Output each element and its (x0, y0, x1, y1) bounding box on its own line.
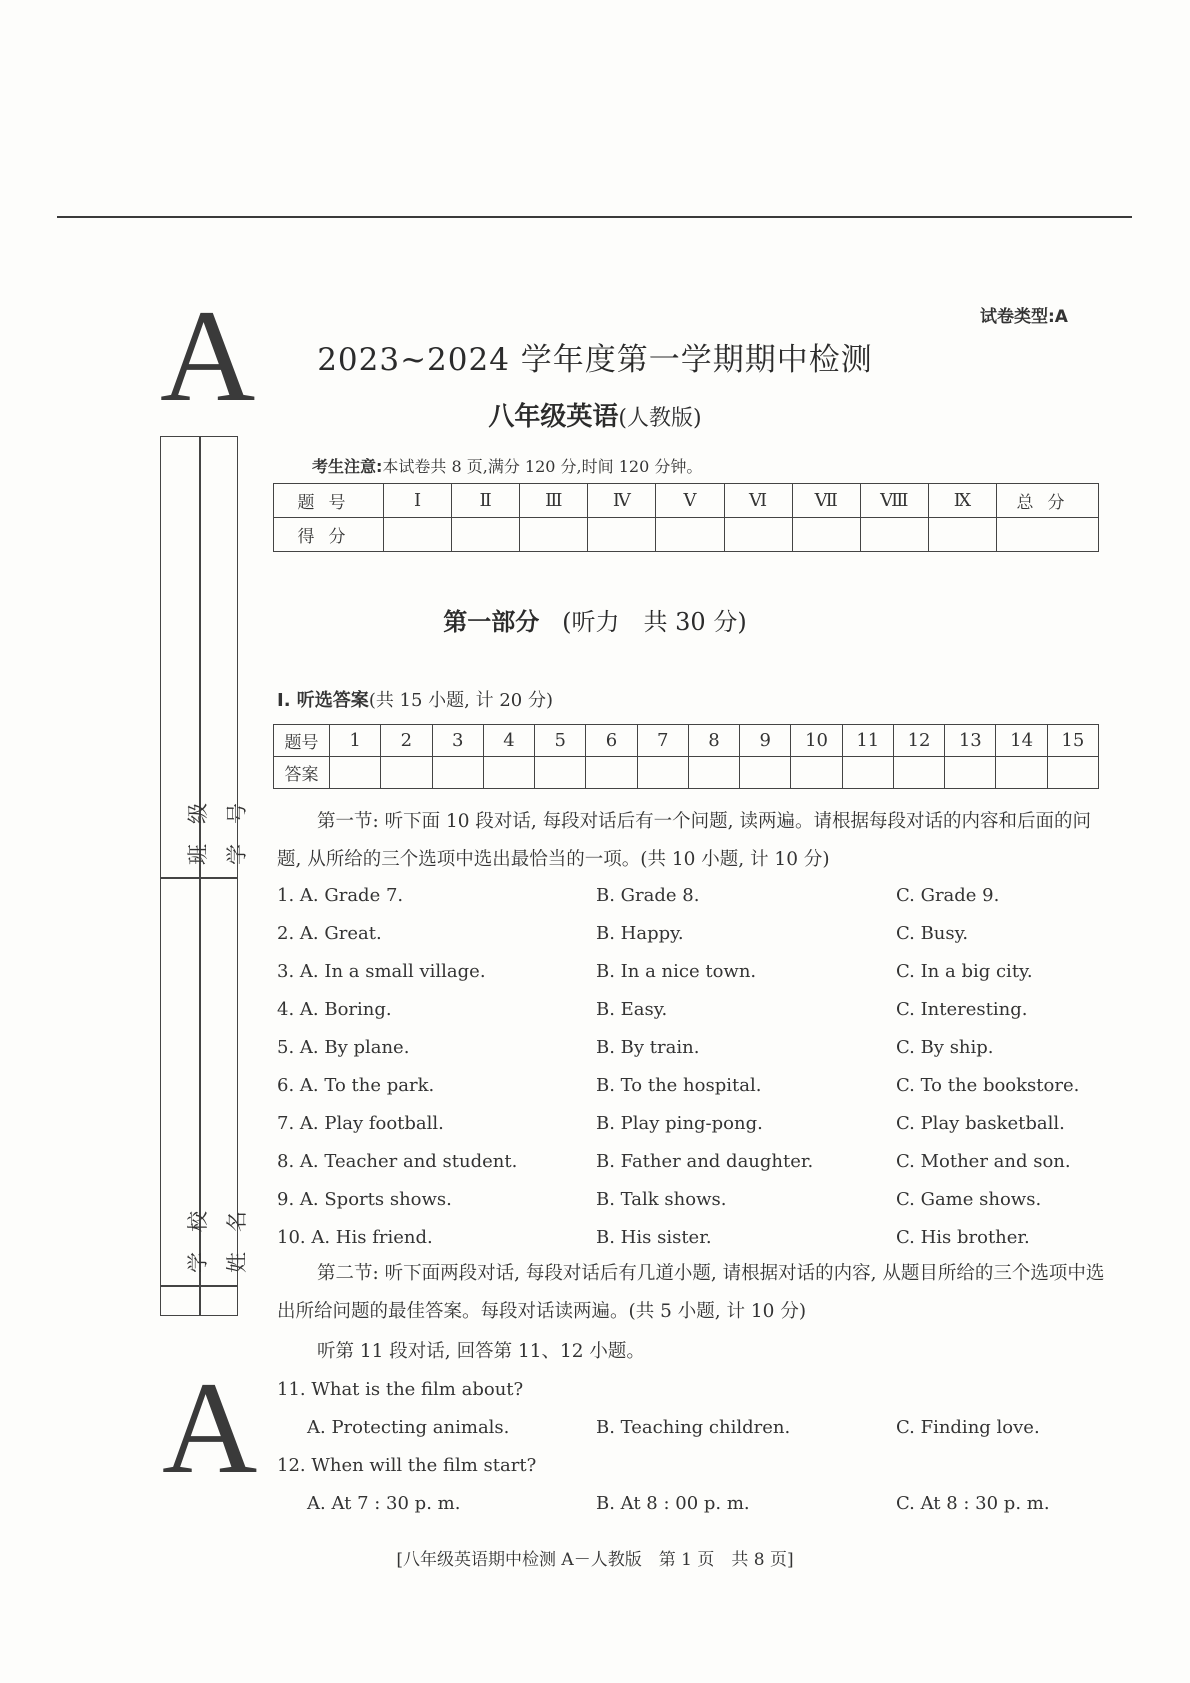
answer-header-cell: 15 (1047, 725, 1098, 757)
answer-header-cell: 8 (688, 725, 739, 757)
answer-table (273, 724, 1099, 789)
top-rule (57, 216, 1132, 218)
sidebar-divider (161, 1285, 237, 1287)
answer-cell[interactable] (791, 757, 842, 789)
sidebar-divider (199, 437, 201, 1315)
question-12-option-a: A. At 7 : 30 p. m. (307, 1493, 461, 1514)
question-7-option-b: B. Play ping-pong. (596, 1113, 763, 1134)
question-6-option-b: B. To the hospital. (596, 1075, 762, 1096)
answer-cell[interactable] (893, 757, 944, 789)
score-header-cell: Ⅳ (588, 484, 656, 518)
answer-header-cell: 12 (893, 725, 944, 757)
answer-header-cell: 2 (381, 725, 432, 757)
class-label: 班级 (186, 783, 210, 865)
answer-cell[interactable] (1047, 757, 1098, 789)
answer-header-cell: 6 (586, 725, 637, 757)
answer-cell[interactable] (381, 757, 432, 789)
question-3-option-c: C. In a big city. (896, 961, 1033, 982)
question-1-option-c: C. Grade 9. (896, 885, 1000, 906)
question-8-option-b: B. Father and daughter. (596, 1151, 814, 1172)
score-cell[interactable] (588, 518, 656, 552)
question-5-option-b: B. By train. (596, 1037, 700, 1058)
score-cell[interactable] (520, 518, 588, 552)
score-cell[interactable] (860, 518, 928, 552)
answer-cell[interactable] (586, 757, 637, 789)
answer-header-cell: 3 (432, 725, 483, 757)
score-header-cell: Ⅶ (792, 484, 860, 518)
score-table (273, 483, 1099, 552)
score-table-score-row (274, 518, 1099, 552)
question-11-option-a: A. Protecting animals. (307, 1417, 510, 1438)
answer-row-label: 答案 (274, 757, 330, 789)
question-12-option-c: C. At 8 : 30 p. m. (896, 1493, 1050, 1514)
question-4-option-c: C. Interesting. (896, 999, 1028, 1020)
question-5-option-c: C. By ship. (896, 1037, 994, 1058)
question-3-option-b: B. In a nice town. (596, 961, 757, 982)
part1-section2-instructions: 第二节: 听下面两段对话, 每段对话后有几道小题, 请根据对话的内容, 从题目所给的三个选项中选出所给问题的最佳答案。每段对话读两遍。(共 5 小题, 计 10 分) (277, 1263, 1105, 1322)
paper-type: 试卷类型:A (980, 307, 1068, 327)
question-7-option-a: 7. A. Play football. (277, 1113, 444, 1134)
subtitle-main: 八年级英语 (488, 402, 619, 432)
question-10-option-c: C. His brother. (896, 1227, 1030, 1248)
candidate-notice (312, 454, 702, 477)
notice-label: 考生注意: (312, 457, 383, 476)
answer-header-cell: 10 (791, 725, 842, 757)
score-header-cell: Ⅵ (724, 484, 792, 518)
answer-header-cell: 5 (535, 725, 586, 757)
score-cell[interactable] (792, 518, 860, 552)
section1-heading (277, 686, 553, 712)
question-5-option-a: 5. A. By plane. (277, 1037, 410, 1058)
answer-header-cell: 4 (483, 725, 534, 757)
school-label: 学校 (186, 1191, 210, 1273)
question-10-option-a: 10. A. His friend. (277, 1227, 433, 1248)
section1-label: Ⅰ. 听选答案 (277, 690, 369, 711)
question-10-option-b: B. His sister. (596, 1227, 712, 1248)
question-2-option-b: B. Happy. (596, 923, 684, 944)
score-cell[interactable] (384, 518, 452, 552)
score-header-cell: Ⅲ (520, 484, 588, 518)
paper-letter-top: A (160, 282, 256, 429)
score-header-cell: Ⅱ (452, 484, 520, 518)
question-1-option-a: 1. A. Grade 7. (277, 885, 404, 906)
answer-cell[interactable] (688, 757, 739, 789)
score-cell[interactable] (656, 518, 724, 552)
question-2-option-c: C. Busy. (896, 923, 969, 944)
section1-info: (共 15 小题, 计 20 分) (368, 690, 553, 711)
score-cell[interactable] (928, 518, 996, 552)
score-header-cell: 题号 (274, 484, 384, 518)
question-8-option-a: 8. A. Teacher and student. (277, 1151, 518, 1172)
answer-cell[interactable] (535, 757, 586, 789)
notice-text: 本试卷共 8 页,满分 120 分,时间 120 分钟。 (382, 457, 703, 476)
dialog-11-intro: 听第 11 段对话, 回答第 11、12 小题。 (317, 1341, 645, 1362)
question-2-option-a: 2. A. Great. (277, 923, 382, 944)
answer-header-cell: 9 (740, 725, 791, 757)
question-4-option-a: 4. A. Boring. (277, 999, 392, 1020)
question-11-option-b: B. Teaching children. (596, 1417, 791, 1438)
question-9-option-b: B. Talk shows. (596, 1189, 727, 1210)
answer-cell[interactable] (483, 757, 534, 789)
question-4-option-b: B. Easy. (596, 999, 668, 1020)
sidebar-divider (161, 877, 237, 879)
question-9-option-c: C. Game shows. (896, 1189, 1042, 1210)
score-table-header-row (274, 484, 1099, 518)
answer-header-cell: 11 (842, 725, 893, 757)
answer-header-cell: 1 (330, 725, 381, 757)
question-9-option-a: 9. A. Sports shows. (277, 1189, 452, 1210)
answer-cell[interactable] (842, 757, 893, 789)
score-header-cell: Ⅴ (656, 484, 724, 518)
exam-title: 2023~2024 学年度第一学期期中检测 (317, 342, 873, 378)
student-name-label: 姓名 (225, 1191, 249, 1273)
score-cell[interactable] (452, 518, 520, 552)
answer-header-cell: 7 (637, 725, 688, 757)
paper-letter-bottom: A (162, 1354, 258, 1501)
answer-cell[interactable] (996, 757, 1047, 789)
answer-cell[interactable] (637, 757, 688, 789)
answer-cell[interactable] (945, 757, 996, 789)
question-12-stem: 12. When will the film start? (277, 1455, 537, 1476)
question-6-option-c: C. To the bookstore. (896, 1075, 1080, 1096)
part1-title: 第一部分 (443, 608, 540, 636)
score-cell[interactable] (997, 518, 1099, 552)
exam-subtitle (0, 396, 1190, 433)
question-3-option-a: 3. A. In a small village. (277, 961, 486, 982)
score-header-cell: Ⅷ (860, 484, 928, 518)
answer-cell[interactable] (330, 757, 381, 789)
part1-subtitle: (听力 共 30 分) (562, 608, 747, 636)
question-11-stem: 11. What is the film about? (277, 1379, 524, 1400)
page-footer: [八年级英语期中检测 A－人教版 第 1 页 共 8 页] (396, 1550, 794, 1570)
subtitle-version: (人教版) (618, 406, 702, 431)
score-header-cell: 总分 (997, 484, 1099, 518)
answer-header-cell: 题号 (274, 725, 330, 757)
answer-table-header-row (274, 725, 1099, 757)
answer-cell[interactable] (740, 757, 791, 789)
candidate-info-sidebar (160, 436, 249, 1316)
question-1-option-b: B. Grade 8. (596, 885, 700, 906)
question-12-option-b: B. At 8 : 00 p. m. (596, 1493, 750, 1514)
part1-section1-instructions: 第一节: 听下面 10 段对话, 每段对话后有一个问题, 读两遍。请根据每段对话的内容和后面的问题, 从所给的三个选项中选出最恰当的一项。(共 10 小题, 计 10 分) (277, 811, 1091, 870)
student-number-label: 学号 (225, 783, 249, 865)
score-row-label: 得分 (274, 518, 384, 552)
answer-table-answer-row (274, 757, 1099, 789)
question-6-option-a: 6. A. To the park. (277, 1075, 435, 1096)
question-7-option-c: C. Play basketball. (896, 1113, 1065, 1134)
score-header-cell: Ⅰ (384, 484, 452, 518)
answer-header-cell: 13 (945, 725, 996, 757)
answer-cell[interactable] (432, 757, 483, 789)
score-cell[interactable] (724, 518, 792, 552)
answer-header-cell: 14 (996, 725, 1047, 757)
question-8-option-c: C. Mother and son. (896, 1151, 1071, 1172)
question-11-option-c: C. Finding love. (896, 1417, 1040, 1438)
score-header-cell: Ⅸ (928, 484, 996, 518)
